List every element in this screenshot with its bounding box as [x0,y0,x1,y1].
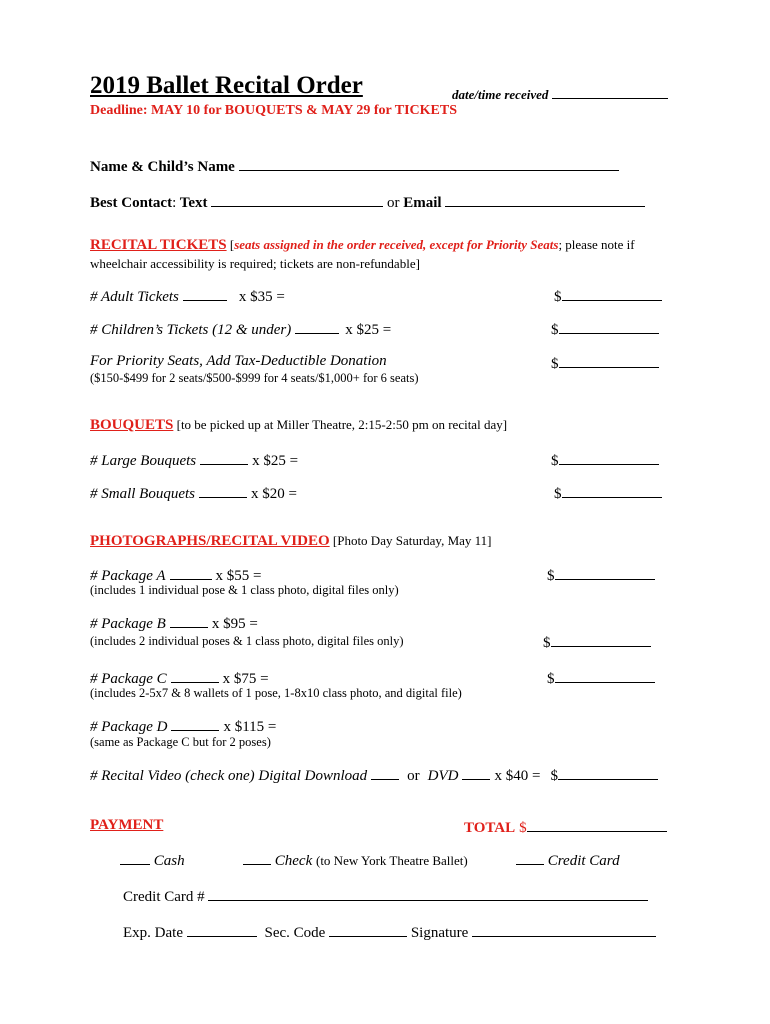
datetime-label: date/time received [452,87,549,102]
total-dollar: $ [519,820,527,836]
datetime-field[interactable] [552,84,668,99]
check-label: Check [274,853,313,869]
bouquets-header [90,417,507,434]
pkg-d-note: (same as Package C but for 2 poses) [90,735,271,749]
total-row [464,817,667,837]
contact-row [90,192,645,212]
small-qty-field[interactable] [199,483,247,498]
adult-row [90,286,285,306]
pkg-c-amount [547,668,655,688]
small-amount [554,483,662,503]
priority-note: ($150-$499 for 2 seats/$500-$999 for 4 seats/$1,000+ for 6 seats) [90,371,419,385]
page-title: 2019 Ballet Recital Order [90,72,363,99]
name-field[interactable] [239,156,619,171]
credit-check-box[interactable] [516,850,544,865]
tickets-header [90,237,635,254]
pkg-a-amount [547,565,655,585]
pkg-b-qty-field[interactable] [170,613,208,628]
child-label: # Children’s Tickets (12 & under) [90,322,292,338]
signature-field[interactable] [472,922,656,937]
dollar-sign: $ [554,486,562,502]
dollar-sign: $ [550,768,558,784]
card-number-field[interactable] [208,886,648,901]
video-or: or [407,768,420,784]
pkg-d-calc: x $115 = [223,719,277,735]
bouquets-note: [to be picked up at Miller Theatre, 2:15-2:50 pm on recital day] [176,417,508,432]
total-field[interactable] [527,817,667,832]
pkg-c-note: (includes 2-5x7 & 8 wallets of 1 pose, 1-8x10 class photo, and digital file) [90,686,462,700]
email-field[interactable] [445,192,645,207]
text-field[interactable] [211,192,383,207]
large-calc: x $25 = [252,453,299,469]
tickets-note-line2: wheelchair accessibility is required; tickets are non-refundable] [90,256,420,271]
video-amount-field[interactable] [558,765,658,780]
sec-label: Sec. Code [264,925,326,941]
dollar-sign: $ [551,453,559,469]
child-amount-field[interactable] [559,319,659,334]
adult-amount-field[interactable] [562,286,662,301]
large-qty-field[interactable] [200,450,248,465]
dollar-sign: $ [547,671,555,687]
or-label: or [387,195,400,211]
best-contact-label: Best Contact [90,195,173,211]
child-qty-field[interactable] [295,319,339,334]
text-word: Text [179,195,208,211]
pkg-a-note: (includes 1 individual pose & 1 class photo, digital files only) [90,583,399,597]
pkg-b-amount-field[interactable] [551,632,651,647]
pkg-b-calc: x $95 = [211,616,258,632]
note-bracket: [ [229,237,235,252]
adult-amount [554,286,662,306]
pkg-a-amount-field[interactable] [555,565,655,580]
cash-check-box[interactable] [120,850,150,865]
exp-label: Exp. Date [123,925,183,941]
pkg-b-label: # Package B [90,616,166,632]
priority-label: For Priority Seats, Add Tax-Deductible Donation [90,353,387,369]
video-row [90,765,658,785]
dollar-sign: $ [551,356,559,372]
sec-field[interactable] [329,922,407,937]
large-amount [551,450,659,470]
large-amount-field[interactable] [559,450,659,465]
dollar-sign: $ [543,635,551,651]
dollar-sign: $ [547,568,555,584]
pay-cash[interactable] [120,850,185,870]
pkg-a-qty-field[interactable] [170,565,212,580]
name-row [90,156,619,176]
pkg-c-qty-field[interactable] [171,668,219,683]
small-bouquets-row [90,483,297,503]
email-label: Email [403,195,442,211]
pkg-c-amount-field[interactable] [555,668,655,683]
pay-credit[interactable] [516,850,620,870]
card-number-row [123,886,648,906]
video-dvd-check[interactable] [462,765,490,780]
name-label: Name & Child’s Name [90,159,235,175]
tickets-heading: RECITAL TICKETS [90,237,227,253]
dollar-sign: $ [551,322,559,338]
payment-heading: PAYMENT [90,817,164,833]
colon: : [172,195,177,211]
tickets-note-rest: ; please note if [558,237,635,252]
exp-field[interactable] [187,922,257,937]
check-note: (to New York Theatre Ballet) [315,853,468,868]
child-row [90,319,391,339]
adult-calc: x $35 = [238,289,285,305]
photos-heading: PHOTOGRAPHS/RECITAL VIDEO [90,533,330,549]
priority-amount [551,353,659,373]
small-calc: x $20 = [251,486,297,502]
card-details-row [123,922,656,942]
video-amount [550,768,658,784]
priority-amount-field[interactable] [559,353,659,368]
video-label: # Recital Video (check one) Digital Download [90,768,368,784]
pkg-d-row [90,716,276,736]
pay-check[interactable] [243,850,468,870]
check-check-box[interactable] [243,850,271,865]
tickets-note-red: seats assigned in the order received, except for Priority Seats [234,237,559,252]
pkg-b-row [90,613,258,633]
pkg-b-note: (includes 2 individual poses & 1 class photo, digital files only) [90,634,404,648]
adult-qty-field[interactable] [183,286,227,301]
pkg-a-row [90,565,262,585]
deadline-text: Deadline: MAY 10 for BOUQUETS & MAY 29 for TICKETS [90,103,458,118]
pkg-b-amount [543,632,651,652]
pkg-a-calc: x $55 = [215,568,262,584]
credit-label: Credit Card [547,853,620,869]
video-calc: x $40 = [494,768,541,784]
child-amount [551,319,659,339]
total-label: TOTAL [464,820,516,836]
small-label: # Small Bouquets [90,486,195,502]
card-number-label: Credit Card # [123,889,205,905]
pkg-d-label: # Package D [90,719,168,735]
small-amount-field[interactable] [562,483,662,498]
large-bouquets-row [90,450,298,470]
photos-header [90,533,492,550]
large-label: # Large Bouquets [90,453,197,469]
pkg-c-row [90,668,269,688]
cash-label: Cash [153,853,185,869]
video-download-check[interactable] [371,765,399,780]
pkg-d-qty-field[interactable] [171,716,219,731]
pkg-c-label: # Package C [90,671,167,687]
adult-label: # Adult Tickets [90,289,179,305]
photos-note: [Photo Day Saturday, May 11] [332,533,492,548]
datetime-received [452,84,668,103]
child-calc: x $25 = [345,322,392,338]
dollar-sign: $ [554,289,562,305]
sig-label: Signature [410,925,469,941]
bouquets-heading: BOUQUETS [90,417,174,433]
pkg-c-calc: x $75 = [222,671,269,687]
pkg-a-label: # Package A [90,568,166,584]
video-dvd: DVD [427,768,459,784]
